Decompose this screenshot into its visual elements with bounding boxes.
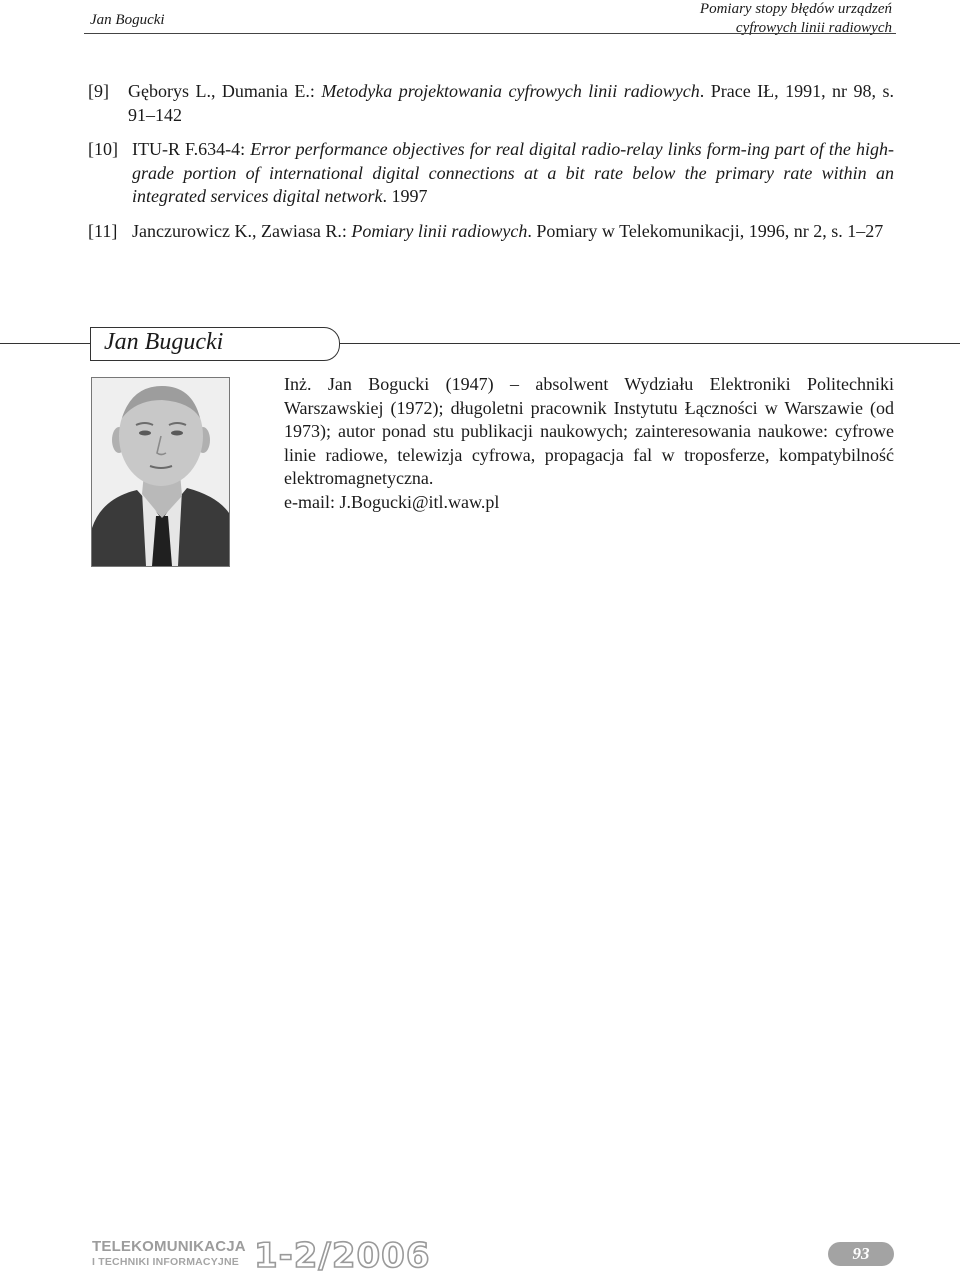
reference-number: [10] (88, 139, 118, 159)
reference-text: Gęborys L., Dumania E.: Metodyka projektowania cyfrowych linii radiowych. Prace IŁ, 1991, nr 98, s. 91–142 (128, 81, 894, 125)
header-rule (84, 33, 896, 34)
running-header-author: Jan Bogucki (90, 12, 165, 28)
reference-item (88, 138, 894, 209)
author-heading: Jan Bugucki (104, 329, 224, 355)
author-bio-text: Inż. Jan Bogucki (1947) – absolwent Wydziału Elektroniki Politechniki Warszawskiej (1972); długoletni pracownik Instytutu Łączności w Warszawie (od 1973); autor ponad stu publikacji naukowych; zainteresowania naukowe: cyfrowe linie radiowe, telewizja cyfrowa, propagacja fal w troposferze, kompatybilność elektromagnetyczna. (284, 374, 894, 488)
running-header-title-line1: Pomiary stopy błędów urządzeń (699, 1, 892, 17)
author-portrait-image (92, 378, 229, 566)
journal-name: TELEKOMUNIKACJA (92, 1238, 246, 1255)
running-header-title-line2: cyfrowych linii radiowych (735, 20, 892, 36)
page-number: 93 (828, 1242, 894, 1266)
reference-number: [11] (88, 220, 118, 241)
author-email: e-mail: J.Bogucki@itl.waw.pl (284, 491, 500, 512)
author-photo (91, 377, 230, 567)
journal-issue: 1-2/2006 (254, 1236, 431, 1276)
references-list (88, 80, 894, 254)
reference-text: ITU-R F.634-4: Error performance objectives for real digital radio-relay links form-ing part of the high-grade portion of international digital connections at a bit rate below the primary rate within an integrated services digital network. 1997 (132, 139, 894, 206)
journal-subtitle: I TECHNIKI INFORMACYJNE (92, 1256, 239, 1268)
reference-item (88, 220, 894, 244)
reference-item (88, 80, 894, 127)
reference-text: Janczurowicz K., Zawiasa R.: Pomiary linii radiowych. Pomiary w Telekomunikacji, 1996, nr 2, s. 1–27 (132, 220, 884, 241)
author-bio (284, 373, 894, 514)
reference-number: [9] (88, 81, 109, 101)
